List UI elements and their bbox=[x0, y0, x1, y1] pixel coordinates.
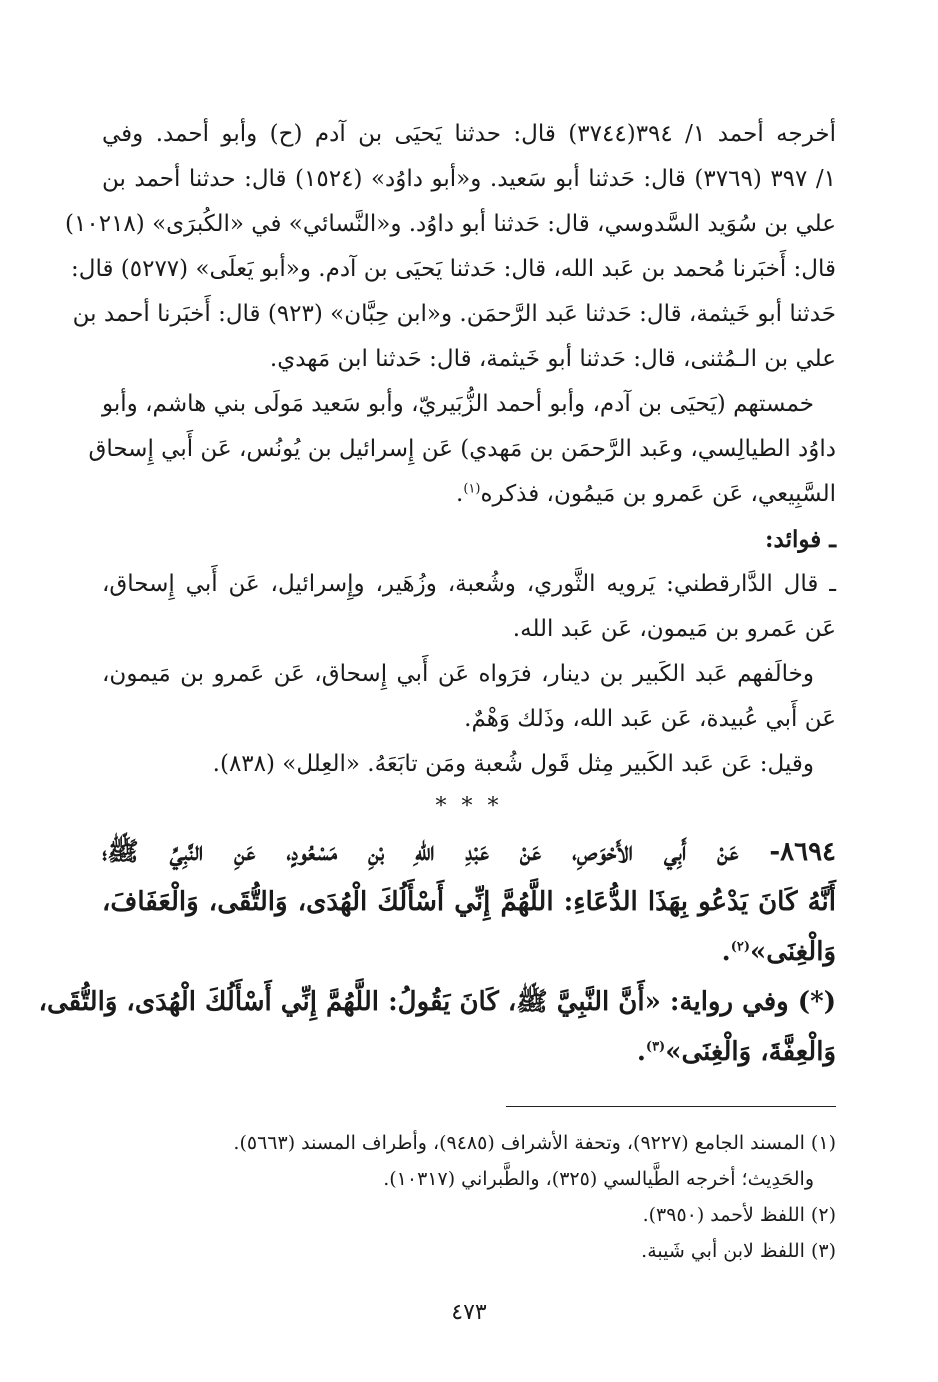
text-line: عَن أَبي عُبيدة، عَن عَبد الله، وذَلك وَهْمٌ. bbox=[464, 706, 836, 732]
text-line: عَن عَمرو بن مَيمون، عَن عَبد الله. bbox=[512, 616, 836, 642]
text-line: وقيل: عَن عَبد الكَبير مِثل قَول شُعبة ومَن تابَعَهُ. «العِلل» (٨٣٨). bbox=[212, 751, 814, 777]
footnote: (٢) اللفظ لأحمد (٣٩٥٠). bbox=[642, 1204, 836, 1226]
text-line: علي بن سُوَيد السَّدوسي، قال: حَدثنا أبو داوُد. و«النَّسائي» في «الكُبرَى» (١٠٢١٨) bbox=[65, 211, 836, 237]
text-fragment: . bbox=[721, 937, 731, 967]
text-fragment: . bbox=[636, 1037, 646, 1067]
section-separator: * * * bbox=[435, 794, 503, 819]
footnotes bbox=[102, 1125, 836, 1269]
text-line: أخرجه أحمد ١/ ٣٩٤(٣٧٤٤) قال: حدثنا يَحيَى بن آدم (ح) وأبو أحمد. وفي bbox=[102, 121, 836, 147]
text-fragment: . bbox=[456, 481, 464, 507]
footnote: (١) المسند الجامع (٩٢٢٧)، وتحفة الأشراف (٩٤٨٥)، وأطراف المسند (٥٦٦٣). bbox=[233, 1132, 836, 1154]
text-line: قال: أَخبَرنا مُحمد بن عَبد الله، قال: حَدثنا يَحيَى بن آدم. و«أبو يَعلَى» (٥٢٧٧) قال: bbox=[70, 256, 836, 282]
hadith-line bbox=[102, 927, 836, 977]
page-number: ٤٧٣ bbox=[451, 1300, 487, 1325]
fawaid-heading: ـ فوائد: bbox=[765, 526, 836, 553]
hadith-line: أَنَّهُ كَانَ يَدْعُو بِهَذَا الدُّعَاءِ: اللَّهُمَّ إِنِّي أَسْأَلُكَ الْهُدَى، وَالتُّقَى، وَالْعَفَافَ، bbox=[102, 887, 836, 917]
text-fragment: السَّبِيعي، عَن عَمرو بن مَيمُون، فذكره bbox=[480, 481, 836, 507]
hadith-line: ٨٦٩٤- عَنْ أَبِي الأَحْوَصِ، عَنْ عَبْدِ اللهِ بْنِ مَسْعُودٍ، عَنِ النَّبِيِّ ﷺ؛ bbox=[102, 837, 836, 867]
text-line: خمستهم (يَحيَى بن آدم، وأبو أحمد الزُّبَيريّ، وأبو سَعيد مَولَى بني هاشم، وأبو bbox=[102, 391, 814, 417]
riwaya-line: (*) وفي رواية: «أَنَّ النَّبِيَّ ﷺ، كَانَ يَقُولُ: اللَّهُمَّ إِنِّي أَسْأَلُكَ الْهُدَى، وَالتُّقَى، bbox=[38, 987, 836, 1017]
riwaya-line bbox=[102, 1027, 836, 1077]
text-line: داوُد الطيالِسي، وعَبد الرَّحمَن بن مَهدي) عَن إِسرائيل بن يُونُس، عَن أَبي إِسحاق bbox=[88, 436, 836, 462]
main-text bbox=[38, 112, 836, 1077]
footnote-ref[interactable]: (٣) bbox=[645, 1039, 666, 1055]
footnote-ref[interactable]: (١) bbox=[463, 481, 481, 497]
text-fragment: وَالْعِفَّةَ، وَالْغِنَى» bbox=[665, 1037, 836, 1067]
footnote: والحَدِيث؛ أخرجه الطَّيالسي (٣٢٥)، والطَّبراني (١٠٣١٧). bbox=[383, 1168, 814, 1190]
footnote-ref[interactable]: (٢) bbox=[730, 939, 750, 955]
text-line: وخالَفهم عَبد الكَبير بن دينار، فرَواه عَن أَبي إِسحاق، عَن عَمرو بن مَيمون، bbox=[102, 661, 814, 687]
text-line: ـ قال الدَّارقطني: يَرويه الثَّوري، وشُعبة، وزُهَير، وإِسرائيل، عَن أَبي إِسحاق، bbox=[102, 571, 836, 597]
text-line: حَدثنا أبو خَيثمة، قال: حَدثنا عَبد الرَّحمَن. و«ابن حِبَّان» (٩٢٣) قال: أَخبَرنا أحمد بن bbox=[72, 301, 836, 327]
text-line bbox=[102, 472, 836, 517]
footnote: (٣) اللفظ لابن أبي شَيبة. bbox=[641, 1240, 836, 1262]
text-fragment: وَالْغِنَى» bbox=[749, 937, 836, 967]
text-line: علي بن الـمُثنى، قال: حَدثنا أبو خَيثمة، قال: حَدثنا ابن مَهدي. bbox=[269, 346, 836, 372]
text-line: ١/ ٣٩٧ (٣٧٦٩) قال: حَدثنا أبو سَعيد. و«أبو داوُد» (١٥٢٤) قال: حدثنا أحمد بن bbox=[102, 166, 836, 192]
footnote-divider bbox=[506, 1106, 836, 1107]
